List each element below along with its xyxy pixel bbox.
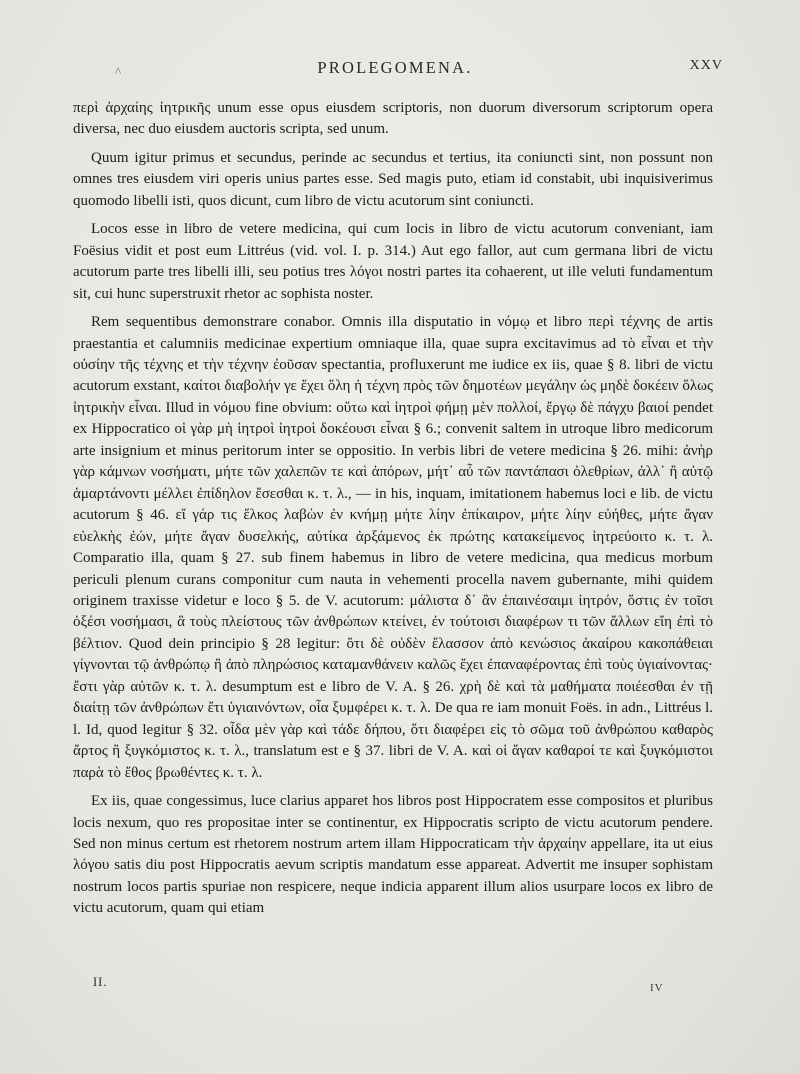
paragraph-1: περὶ ἀρχαίης ἰητρικῆς unum esse opus eiusdem scriptoris, non duorum diversorum scriptorum opera diversa, nec duo eiusdem auctoris scripta, sed unum. — [73, 100, 713, 138]
page-title: PROLEGOMENA. — [317, 58, 473, 77]
paragraph-5: Ex iis, quae congessimus, luce clarius apparet hos libros post Hippocratem esse compositos et pluribus locis nexum, quo res propositae inter se continentur, ex Hippocratis scripto de victu acutorum pendere. Sed non minus certum est rhetorem nostrum artem illam Hippocraticam τὴν ἀρχαίην appellare, ita ut eius λόγου satis diu post Hippocratis aevum scriptis mandatum esse appareat. Advertit me insuper sophistam nostrum locos partis spuriae non respicere, neque indicia apparent illum alios usurpare locos ex libro de victu acutorum, quam qui etiam — [73, 793, 713, 917]
ink-mark: ^ — [115, 64, 122, 79]
signature-mark-right: IV — [650, 982, 664, 994]
page-number: XXV — [689, 58, 723, 73]
text-body — [73, 98, 713, 927]
running-header — [75, 58, 723, 78]
paragraph-3: Locos esse in libro de vetere medicina, qui cum locis in libro de victu acutorum conveniant, iam Foësius vidit et post eum Littréus (vid. vol. I. p. 314.) Aut ego fallor, aut cum germana libri de victu acutorum parte tres libelli illi, seu potius tres λόγοι nostri partes ita cohaerent, ut ille veluti fundamentum sit, cui hunc superstruxit rhetor ac sophista noster. — [73, 221, 713, 302]
paragraph-2: Quum igitur primus et secundus, perinde ac secundus et tertius, ita coniuncti sint, non possunt non omnes tres eiusdem viri operis unius partes esse. Sed magis puto, etiam id constabit, ubi inquisiverimus quomodo libelli isti, quos dicunt, cum libro de victu acutorum sint coniuncti. — [73, 149, 713, 209]
signature-mark-left: II. — [93, 975, 108, 989]
paragraph-4: Rem sequentibus demonstrare conabor. Omnis illa disputatio in νόμῳ et libro περὶ τέχνης de artis praestantia et calumniis medicinae expertium omniaque illa, quae supra excitavimus ad τὸ εἶναι et τὴν οὐσίην τῆς τέχνης et τὴν τέχνην ἐοῦσαν spectantia, profluxerunt me iudice ex iis, quae § 8. libri de victu acutorum exstant, καίτοι διαβολήν γε ἔχει ὅλη ἡ τέχνη πρὸς τῶν δημοτέων μεγάλην ὡς μηδὲ δοκέειν ὅλως ἰητρικὴν εἶναι. Illud in νόμου fine obvium: οὕτω καὶ ἰητροὶ φήμῃ μὲν πολλοί, ἔργῳ δὲ πάγχυ βαιοί pendet ex Hippocratico οἱ γὰρ μὴ ἰητροὶ ἰητροὶ δοκέουσι εἶναι § 6.; convenit saltem in utroque libro medicorum arte insignium et minus peritorum inter se oppositio. In verbis libri de vetere medicina § 26. mihi: ἀνὴρ γὰρ κάμνων νοσήματι, μήτε τῶν χαλεπῶν τε καὶ ἀπόρων, μήτ᾽ αὖ τῶν παντάπασι ὀλεθρίων, ἀλλ᾽ ἢ αὐτῷ ἁμαρτάνοντι μέλλει ἐπίδηλον ἔσεσθαι κ. τ. λ., — in his, inquam, imitationem habemus loci e lib. de victu acutorum § 46. εἴ γάρ τις ἕλκος λαβὼν ἐν κνήμῃ μήτε λίην ἐπίκαιρον, μήτε λίην εὐήθες, μήτε ἄγαν εὐελκὴς ἐών, μήτε ἄγαν δυσελκής, αὐτίκα ἀρξάμενος ἐκ πρώτης κατακείμενος ἰητρεύοιτο κ. τ. λ. Comparatio illa, quam § 27. sub finem habemus in libro de vetere medicina, qua medicus morbum periculi plenum curans componitur cum nauta in vehementi procella navem gubernante, mihi quidem originem traxisse videtur e loco § 5. de V. acutorum: μάλιστα δ᾽ ἂν ἐπαινέσαιμι ἰητρόν, ὅστις ἐν τοῖσι ὀξέσι νοσήμασι, ἃ τοὺς πλείστους τῶν ἀνθρώπων κτείνει, ἐν τούτοισι διαφέρων τι τῶν ἄλλων εἴη ἐπὶ τὸ βέλτιον. Quod dein principio § 28 legitur: ὅτι δὲ οὐδὲν ἔλασσον ἀπὸ κενώσιος ἀκαίρου κακοπάθειαι γίγνονται τῷ ἀνθρώπῳ ἢ ἀπὸ πληρώσιος καταμανθάνειν καλῶς ἔχει ἐπαναφέροντας ἐπὶ τοὺς ὑγιαίνοντας· ἔστι γὰρ αὐτῶν κ. τ. λ. desumptum est e libro de V. A. § 26. χρὴ δὲ καὶ τὰ μαθήματα ποιέεσθαι ἐν τῇ διαίτῃ τῶν ἀνθρώπων ἔτι ὑγιαινόντων, οἷα ξυμφέρει κ. τ. λ. De qua re iam monuit Foës. in adn., Littréus l. l. Id, quod legitur § 32. οἶδα μὲν γὰρ καὶ τάδε δήπου, ὅτι διαφέρει εἰς τὸ σῶμα τοῦ ἀνθρώπου καθαρὸς ἄρτος ἢ ξυγκόμιστος κ. τ. λ., translatum est e § 37. libri de V. A. καὶ οἱ ἄγαν καθαροί τε καὶ ξυγκόμιστοι παρὰ τὸ ἔθος βρωθέντες κ. τ. λ. — [73, 314, 713, 781]
